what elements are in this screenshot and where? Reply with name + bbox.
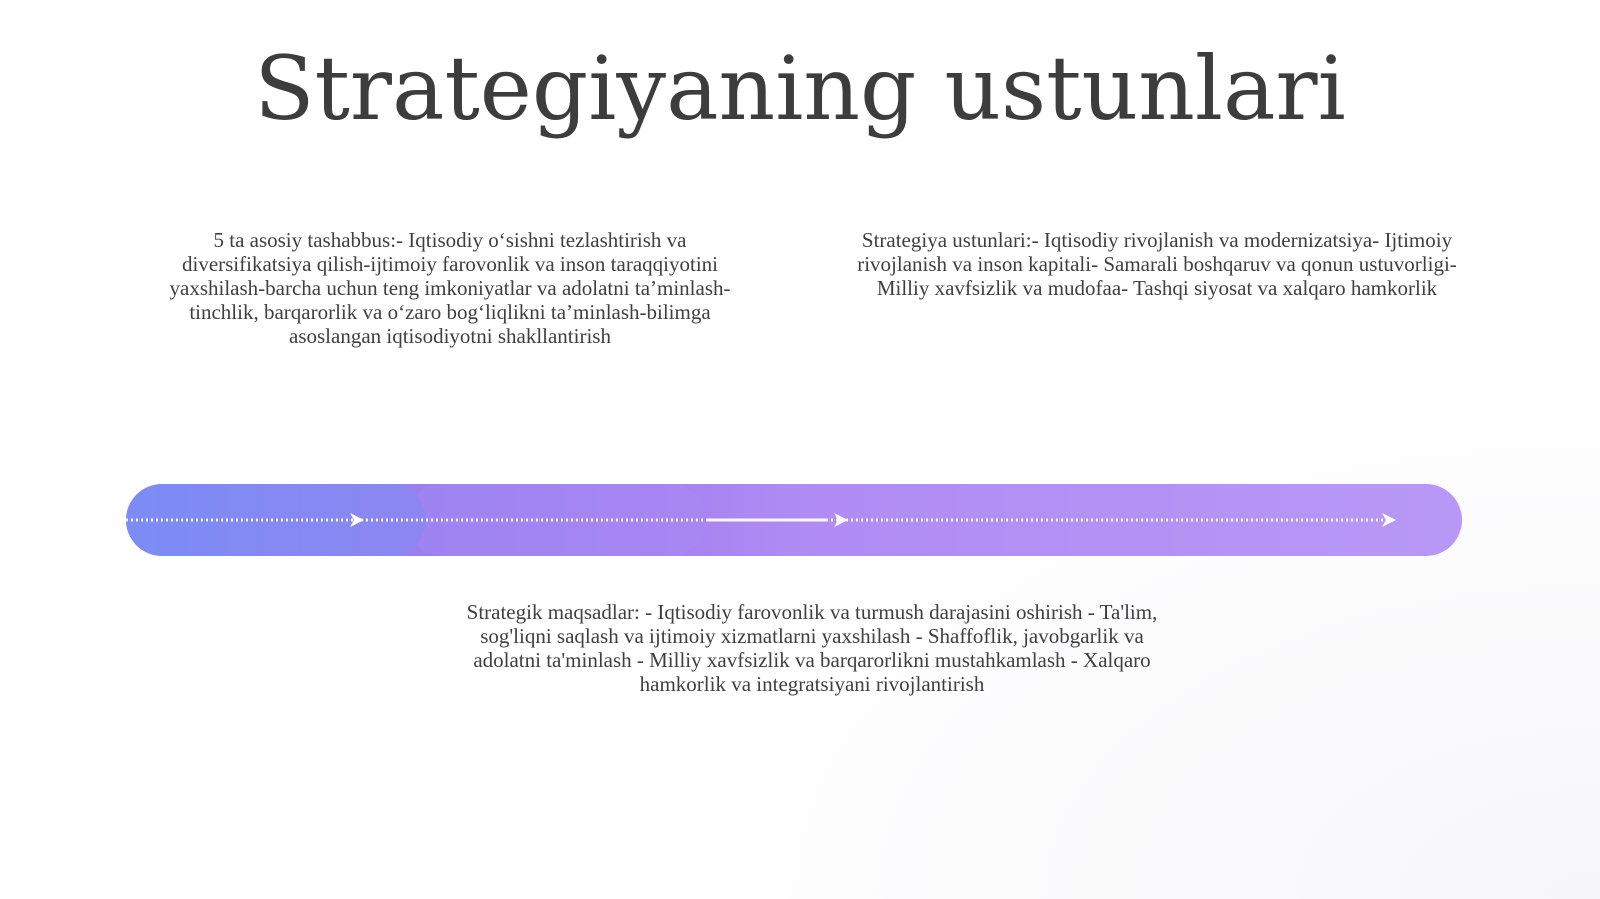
timeline-bar bbox=[126, 484, 1462, 556]
slide-title: Strategiyaning ustunlari bbox=[254, 37, 1346, 140]
arrow-right-icon bbox=[1382, 513, 1396, 527]
timeline-arrows bbox=[126, 484, 1462, 556]
goals-text: Strategik maqsadlar: - Iqtisodiy farovonlik va turmush darajasini oshirish - Ta'lim, sog'liqni saqlash va ijtimoiy xizmatlarni yaxshilash - Shaffoflik, javobgarlik va adolatni ta'minlash - Milliy xavfsizlik va barqarorlikni mustahkamlash - Xalqaro hamkorlik va integratsiyani rivojlantirish bbox=[466, 600, 1158, 696]
pillars-text: Strategiya ustunlari:- Iqtisodiy rivojlanish va modernizatsiya- Ijtimoiy rivojlanish va inson kapitali- Samarali boshqaruv va qonun ustuvorligi- Milliy xavfsizlik va mudofaa- Tashqi siyosat va xalqaro hamkorlik bbox=[857, 228, 1457, 300]
initiatives-text: 5 ta asosiy tashabbus:- Iqtisodiy o‘sishni tezlashtirish va diversifikatsiya qilish-ijtimoiy farovonlik va inson taraqqiyotini yaxshilash-barcha uchun teng imkoniyatlar va adolatni ta’minlash-tinchlik, barqarorlik va o‘zaro bog‘liqlikni ta’minlash-bilimga asoslangan iqtisodiyotni shakllantirish bbox=[169, 228, 731, 348]
